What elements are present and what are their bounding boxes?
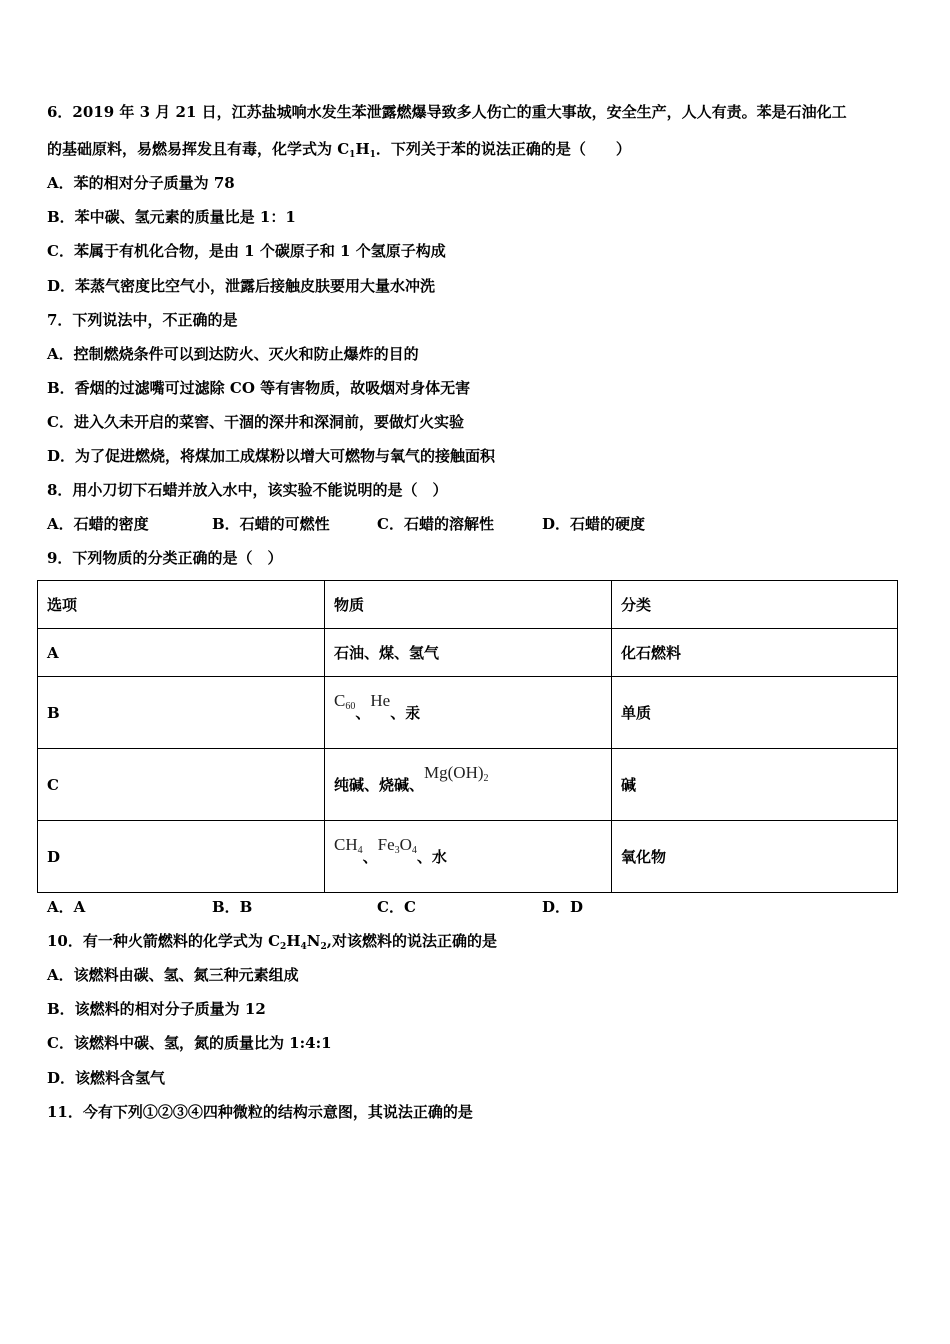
q9-stem: 9．下列物质的分类正确的是（ ） xyxy=(47,549,283,567)
row-a-category: 化石燃料 xyxy=(612,629,898,677)
q9-option-a: A．A xyxy=(47,898,86,916)
q10-option-a: A．该燃料由碳、氢、氮三种元素组成 xyxy=(47,966,299,984)
q8-option-a: A．石蜡的密度 xyxy=(47,515,149,533)
row-d-category: 氧化物 xyxy=(612,821,898,893)
formula-fe3o4: Fe3O4 xyxy=(377,834,417,856)
header-option: 选项 xyxy=(38,581,325,629)
row-d-option: D xyxy=(38,821,325,893)
row-a-option: A xyxy=(38,629,325,677)
q6-option-d: D．苯蒸气密度比空气小，泄露后接触皮肤要用大量水冲洗 xyxy=(47,277,436,295)
header-substance: 物质 xyxy=(325,581,612,629)
q8-option-d: D．石蜡的硬度 xyxy=(542,515,646,533)
q7-option-a: A．控制燃烧条件可以到达防火、灭火和防止爆炸的目的 xyxy=(47,345,419,363)
q7-stem: 7．下列说法中，不正确的是 xyxy=(47,311,238,329)
table-header-row xyxy=(38,581,898,629)
row-c-option: C xyxy=(38,749,325,821)
formula-mgoh2: Mg(OH)2 xyxy=(424,762,489,784)
q7-option-c: C．进入久未开启的菜窖、干涸的深井和深洞前，要做灯火实验 xyxy=(47,413,464,431)
table-row-b xyxy=(38,677,898,749)
q8-option-c: C．石蜡的溶解性 xyxy=(377,515,494,533)
q10-stem: 10．有一种火箭燃料的化学式为 $C_2H_4N_2$,对该燃料的说法正确的是 xyxy=(47,932,497,952)
q7-option-d: D．为了促进燃烧，将煤加工成煤粉以增大可燃物与氧气的接触面积 xyxy=(47,447,496,465)
q10-option-d: D．该燃料含氢气 xyxy=(47,1069,166,1087)
table-row-d xyxy=(38,821,898,893)
formula-c60: C60 xyxy=(334,690,356,712)
q6-stem-line2: 的基础原料，易燃易挥发且有毒，化学式为 $C_1H_1$．下列关于苯的说法正确的是（ ） xyxy=(47,140,631,160)
table-row-c xyxy=(38,749,898,821)
q8-option-b: B．石蜡的可燃性 xyxy=(212,515,330,533)
q9-option-d: D．D xyxy=(542,898,584,916)
row-d-substance: CH4、Fe3O4、水 xyxy=(325,821,612,893)
q6-stem-line1: 6．2019 年 3 月 21 日，江苏盐城响水发生苯泄露燃爆导致多人伤亡的重大事故，安全生产，人人有责。苯是石油化工 xyxy=(47,103,847,121)
formula-he: He xyxy=(370,690,391,710)
q10-option-c: C．该燃料中碳、氢，氮的质量比为 1:4:1 xyxy=(47,1034,332,1052)
row-a-substance: 石油、煤、氢气 xyxy=(325,629,612,677)
row-b-category: 单质 xyxy=(612,677,898,749)
q6-option-c: C．苯属于有机化合物，是由 1 个碳原子和 1 个氢原子构成 xyxy=(47,242,446,260)
q6-option-b: B．苯中碳、氢元素的质量比是 1：1 xyxy=(47,208,296,226)
table-row-a xyxy=(38,629,898,677)
formula-ch4: CH4 xyxy=(334,834,363,856)
q7-option-b: B．香烟的过滤嘴可过滤除 CO 等有害物质，故吸烟对身体无害 xyxy=(47,379,471,397)
q8-stem: 8．用小刀切下石蜡并放入水中，该实验不能说明的是（ ） xyxy=(47,481,448,499)
q9-classification-table xyxy=(37,580,898,893)
row-c-category: 碱 xyxy=(612,749,898,821)
q9-option-c: C．C xyxy=(377,898,416,916)
row-c-substance: 纯碱、烧碱、Mg(OH)2 xyxy=(325,749,612,821)
q9-option-b: B．B xyxy=(212,898,253,916)
q11-stem: 11．今有下列①②③④四种微粒的结构示意图，其说法正确的是 xyxy=(47,1103,473,1121)
q6-option-a: A．苯的相对分子质量为 78 xyxy=(47,174,235,192)
row-b-substance: C60、He、汞 xyxy=(325,677,612,749)
q10-option-b: B．该燃料的相对分子质量为 12 xyxy=(47,1000,266,1018)
header-category: 分类 xyxy=(612,581,898,629)
row-b-option: B xyxy=(38,677,325,749)
